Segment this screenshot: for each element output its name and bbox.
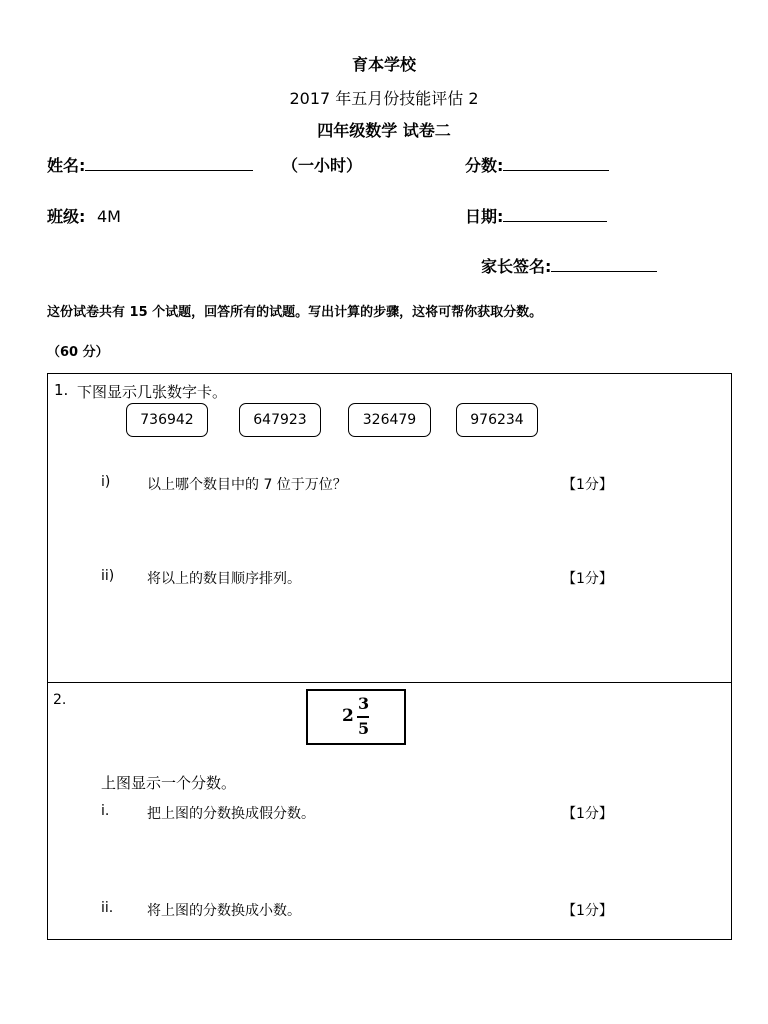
score-label: 分数:	[465, 156, 504, 175]
mixed-whole: 2	[342, 706, 354, 726]
number-card: 647923	[239, 403, 321, 437]
parent-signature-blank[interactable]	[551, 255, 657, 272]
name-field	[47, 153, 253, 176]
score-blank[interactable]	[503, 154, 609, 171]
class-label: 班级:	[47, 207, 86, 226]
assessment-title: 2017 年五月份技能评估 2	[289, 89, 479, 108]
fraction-bar	[357, 716, 369, 718]
q1-part-i-text: 以上哪个数目中的 7 位于万位？	[147, 477, 347, 493]
number-card: 736942	[126, 403, 208, 437]
q2-part-ii-label: ii.	[101, 900, 114, 916]
name-blank[interactable]	[85, 154, 253, 171]
q1-part-ii-marks: 【1分】	[562, 571, 613, 587]
number-card: 976234	[456, 403, 538, 437]
date-label: 日期:	[465, 207, 504, 226]
class-field	[47, 204, 121, 227]
school-name: 育本学校	[351, 55, 416, 74]
q1-part-ii-text: 将以上的数目顺序排列。	[147, 571, 301, 587]
paper-title: 四年级数学 试卷二	[317, 121, 451, 140]
question-2-number: 2.	[53, 692, 67, 708]
total-marks: （60 分）	[47, 345, 109, 360]
duration-text: （一小时）	[282, 156, 363, 175]
q2-part-ii-marks: 【1分】	[562, 903, 613, 919]
q1-part-ii-label: ii)	[101, 568, 115, 584]
date-blank[interactable]	[503, 205, 607, 222]
mixed-number-box	[306, 689, 406, 745]
mixed-denominator: 5	[358, 719, 370, 738]
mixed-numerator: 3	[358, 694, 370, 713]
score-field	[465, 153, 609, 176]
question-2-prompt: 上图显示一个分数。	[101, 774, 237, 792]
q2-part-ii-text: 将上图的分数换成小数。	[147, 903, 301, 919]
class-value: 4M	[96, 207, 121, 226]
question-1-number: 1.	[54, 381, 69, 399]
number-card: 326479	[348, 403, 431, 437]
question-1-prompt: 下图显示几张数字卡。	[77, 383, 228, 401]
q2-part-i-label: i.	[101, 803, 110, 819]
parent-signature-label: 家长签名:	[481, 257, 552, 276]
q2-part-i-text: 把上图的分数换成假分数。	[147, 806, 315, 822]
date-field	[465, 204, 607, 227]
q2-part-i-marks: 【1分】	[562, 806, 613, 822]
name-label: 姓名:	[47, 156, 86, 175]
q1-part-i-marks: 【1分】	[562, 477, 613, 493]
q1-part-i-label: i)	[101, 474, 111, 490]
instructions-text: 这份试卷共有 15 个试题，回答所有的试题。写出计算的步骤，这将可帮你获取分数。	[47, 305, 543, 320]
parent-signature-field	[481, 254, 657, 277]
